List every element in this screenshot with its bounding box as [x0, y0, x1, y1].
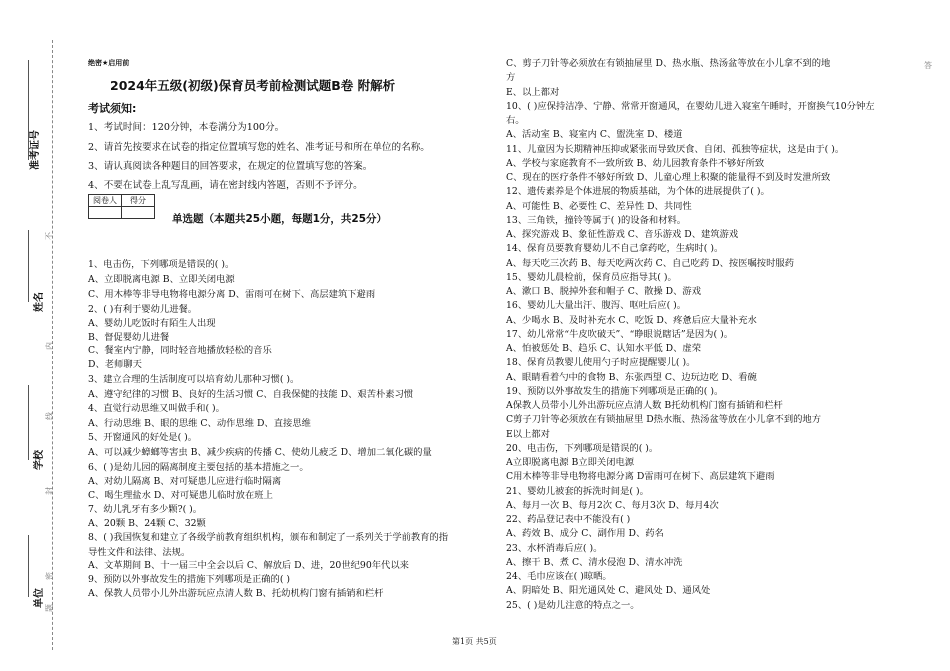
question-line: 10、( )应保持洁净、宁静、常常开窗通风，在婴幼儿进入寝室午睡时，开窗换气10分钟左 — [506, 101, 875, 112]
question-line: A、活动室 B、寝室内 C、盥洗室 D、楼道 — [506, 129, 683, 140]
seal-char: 题 — [45, 604, 54, 612]
question-line: 8、( )我国恢复和建立了各级学前教育组织机构，颁布和制定了一系列关于学前教育的指 — [88, 532, 449, 543]
question-line: A、学校与家庭教育不一致所致 B、幼儿园教育条件不够好所致 — [506, 158, 765, 169]
question-line: A、漱口 B、脱掉外套和帽子 C、散操 D、游戏 — [506, 286, 702, 297]
question-line: 2、( )有利于婴幼儿进餐。 — [88, 304, 198, 315]
question-line: A、阴暗处 B、阳光通风处 C、避风处 D、通风处 — [506, 585, 711, 596]
question-line: 导性文件和法律、法规。 — [88, 547, 191, 558]
question-line: 3、建立合理的生活制度可以培育幼儿那种习惯( )。 — [88, 374, 300, 385]
question-line: A立即脱离电源 B立即关闭电源 — [506, 457, 635, 468]
name-blank[interactable] — [28, 230, 29, 302]
question-line: 21、婴幼儿被套的拆洗时间是( )。 — [506, 486, 649, 497]
question-line: A、20颗 B、24颗 C、32颗 — [88, 518, 206, 529]
question-line: 9、预防以外事故发生的措施下列哪项是正确的( ) — [88, 574, 291, 585]
notice-line: 3、请认真阅读各种题目的回答要求，在规定的位置填写您的答案。 — [88, 161, 373, 172]
grader-label: 阅卷人 — [89, 195, 122, 207]
page-title: 2024年五级(初级)保育员考前检测试题B卷 附解析 — [110, 78, 396, 93]
question-line: E、以上都对 — [506, 87, 560, 98]
question-line: 25、( )是幼儿注意的特点之一。 — [506, 600, 640, 611]
question-line: A保教人员带小儿外出游玩应点清人数 B托幼机构门窗有插销和栏杆 — [506, 400, 783, 411]
question-line: A、擦干 B、煮 C、清水侵泡 D、清水冲洗 — [506, 557, 683, 568]
page-footer: 第1页 共5页 — [452, 637, 497, 646]
question-line: A、文革期间 B、十一届三中全会以后 C、解放后 D、进，20世纪90年代以来 — [88, 560, 409, 571]
question-line: 右。 — [506, 115, 525, 126]
question-line: 15、婴幼儿晨检前，保育员应指导其( )。 — [506, 272, 677, 283]
unit-label: 单位 — [34, 588, 45, 608]
question-line: 7、幼儿乳牙有多少颗?( )。 — [88, 504, 203, 515]
question-line: C剪子刀针等必须放在有锁抽屉里 D热水瓶、热汤盆等放在小儿拿不到的地方 — [506, 414, 822, 425]
question-line: D、老师聊天 — [88, 359, 142, 370]
seal-char-right: 答 — [924, 61, 932, 70]
question-line: 16、婴幼儿大量出汗、腹泻、呕吐后应( )。 — [506, 300, 687, 311]
name-label: 姓名 — [34, 292, 45, 312]
notice-line: 2、请首先按要求在试卷的指定位置填写您的姓名、准考证号和所在单位的名称。 — [88, 142, 430, 153]
question-line: B、督促婴幼儿进餐 — [88, 332, 170, 343]
school-blank[interactable] — [28, 385, 29, 460]
question-line: 1、电击伤，下列哪项是错误的( )。 — [88, 259, 235, 270]
exam-number-blank[interactable] — [28, 60, 29, 160]
question-line: A、保教人员带小儿外出游玩应点清人数 B、托幼机构门窗有插销和栏杆 — [88, 588, 384, 599]
question-line: A、每天吃三次药 B、每天吃两次药 C、自己吃药 D、按医嘱按时服药 — [506, 258, 794, 269]
question-line: 18、保育员教婴儿使用勺子时应提醒婴儿( )。 — [506, 357, 696, 368]
question-line: C、用木棒等非导电物将电源分离 D、雷雨可在树下、高层建筑下避雨 — [88, 289, 376, 300]
question-line: C、现在的医疗条件不够好所致 D、儿童心理上积聚的能量得不到及时发泄所致 — [506, 172, 831, 183]
question-line: A、药效 B、成分 C、副作用 D、药名 — [506, 528, 664, 539]
unit-blank[interactable] — [28, 535, 29, 597]
score-label: 得分 — [122, 195, 155, 207]
question-line: A、对幼儿隔离 B、对可疑患儿应进行临时隔离 — [88, 476, 282, 487]
school-label: 学校 — [34, 450, 45, 470]
question-line: 20、电击伤，下列哪项是错误的( )。 — [506, 443, 659, 454]
question-line: A、可以减少蟑螂等害虫 B、减少疾病的传播 C、使幼儿疲乏 D、增加二氧化碳的量 — [88, 447, 432, 458]
seal-char: 密 — [45, 572, 54, 580]
seal-char: 封 — [45, 487, 54, 495]
question-line: A、探究游戏 B、象征性游戏 C、音乐游戏 D、建筑游戏 — [506, 229, 739, 240]
question-line: A、婴幼儿吃饭时有陌生人出现 — [88, 318, 216, 329]
question-line: E以上都对 — [506, 429, 550, 440]
binding-margin — [0, 0, 72, 671]
question-line: C、餐室内宁静，同时轻音地播放轻松的音乐 — [88, 345, 272, 356]
question-line: 12、遗传素养是个体进展的物质基础，为个体的进展提供了( )。 — [506, 186, 770, 197]
question-line: 14、保育员要教育婴幼儿不自己拿药吃，生病时( )。 — [506, 243, 724, 254]
question-line: A、可能性 B、必要性 C、差异性 D、共同性 — [506, 201, 692, 212]
notice-line: 4、不要在试卷上乱写乱画，请在密封线内答题，否则不予评分。 — [88, 180, 363, 191]
question-line: C、剪子刀针等必须放在有锁抽屉里 D、热水瓶、热汤盆等放在小儿拿不到的地 — [506, 58, 831, 69]
question-line: A、遵守纪律的习惯 B、良好的生活习惯 C、自我保健的技能 D、艰苦朴素习惯 — [88, 389, 414, 400]
grader-cell[interactable] — [89, 207, 122, 219]
question-line: C用木棒等非导电物将电源分离 D雷雨可在树下、高层建筑下避雨 — [506, 471, 775, 482]
question-line: 24、毛巾应该在( )晾晒。 — [506, 571, 612, 582]
seal-char: 内 — [45, 342, 54, 350]
question-line: 13、三角铁，撞铃等属于( )的设备和材料。 — [506, 215, 687, 226]
question-line: 23、水杯消毒后应( )。 — [506, 543, 603, 554]
secret-mark: 绝密★启用前 — [88, 59, 130, 67]
score-table — [88, 194, 155, 219]
seal-char: 不 — [45, 232, 54, 240]
question-line: 4、直觉行动思维又叫做手和( )。 — [88, 403, 225, 414]
question-line: 方 — [506, 72, 516, 83]
question-line: 22、药品登记表中不能没有( ) — [506, 514, 631, 525]
question-line: 6、( )是幼儿园的隔离制度主要包括的基本措施之一。 — [88, 462, 309, 473]
seal-char: 线 — [45, 412, 54, 420]
question-line: 11、儿童因为长期精神压抑或紧张而导致厌食、自闭、孤独等症状，这是由于( )。 — [506, 144, 845, 155]
question-line: A、行动思维 B、眼的思维 C、动作思维 D、直接思维 — [88, 418, 311, 429]
notice-line: 1、考试时间：120分钟，本卷满分为100分。 — [88, 122, 285, 133]
question-line: A、怕被惩处 B、趋乐 C、认知水平低 D、虚荣 — [506, 343, 702, 354]
section-heading: 单选题（本题共25小题，每题1分，共25分） — [172, 213, 388, 225]
question-line: A、立即脱离电源 B、立即关闭电源 — [88, 274, 235, 285]
score-cell[interactable] — [122, 207, 155, 219]
question-line: A、少喝水 B、及时补充水 C、吃饭 D、疼惫后应大量补充水 — [506, 315, 757, 326]
question-line: C、喝生理盐水 D、对可疑患儿临时放在班上 — [88, 490, 273, 501]
question-line: 19、预防以外事故发生的措施下列哪项是正确的( )。 — [506, 386, 724, 397]
question-line: A、每月一次 B、每月2次 C、每月3次 D、每月4次 — [506, 500, 719, 511]
question-line: 5、开窗通风的好处是( )。 — [88, 432, 198, 443]
question-line: 17、幼儿常常“牛皮吹破天”、“睁眼说瞎话”是因为( )。 — [506, 329, 733, 340]
notice-heading: 考试须知: — [88, 102, 137, 115]
exam-number-label: 准考证号 — [30, 130, 41, 170]
question-line: A、眼睛看着勺中的食物 B、东张西望 C、边玩边吃 D、看碗 — [506, 372, 757, 383]
